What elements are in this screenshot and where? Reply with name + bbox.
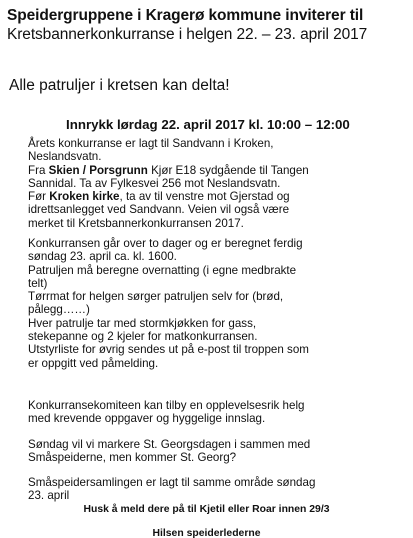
text-line: Konkurransekomiteen kan tilby en opplevelsesrik helg	[28, 399, 305, 412]
text-line: Småspeiderne, men kommer St. Georg?	[28, 451, 237, 465]
subheading: Alle patruljer i kretsen kan delta!	[9, 77, 230, 94]
bold-fragment: Kroken kirke	[49, 190, 120, 204]
header-line-1: Speidergruppene i Kragerø kommune inviterer til	[7, 7, 364, 24]
header-line-2: Kretsbannerkonkurranse i helgen 22. – 23. april 2017	[7, 26, 368, 43]
text-line: Patruljen må beregne overnatting (i egne medbrakte	[28, 263, 297, 277]
text-fragment: Kjør E18 sydgående til Tangen	[147, 163, 309, 177]
closing-greeting: Hilsen speiderlederne	[152, 528, 261, 538]
text-line	[28, 164, 400, 177]
text-line: med krevende oppgaver og hyggelige innslag.	[28, 412, 266, 426]
smaaspeider-section	[28, 476, 400, 503]
directions-section	[28, 137, 400, 230]
signup-reminder: Husk å meld dere på til Kjetil eller Roar innen 29/3	[83, 504, 330, 515]
committee-section	[28, 399, 400, 426]
arrival-time-heading: Innrykk lørdag 22. april 2017 kl. 10:00 – 12:00	[66, 117, 350, 132]
text-line: stekepanne og 2 kjeler for matkonkurransen.	[28, 330, 258, 344]
text-line	[28, 190, 400, 203]
text-line: pålegg……)	[28, 303, 90, 317]
text-line: Utstyrliste for øvrig sendes ut på e-post til troppen som	[28, 343, 309, 357]
text-fragment: , ta av til venstre mot Gjerstad og	[119, 190, 290, 204]
text-line: er oppgitt ved påmelding.	[28, 356, 159, 370]
text-line: Tørrmat for helgen sørger patruljen selv for (brød,	[28, 290, 284, 304]
text-fragment: Før	[28, 190, 50, 204]
practical-info-section	[28, 237, 400, 370]
text-line: Konkurransen går over to dager og er beregnet ferdig	[28, 237, 303, 250]
bold-fragment: Skien / Porsgrunn	[48, 163, 148, 177]
text-line: Søndag vil vi markere St. Georgsdagen i sammen med	[28, 438, 311, 451]
text-line: merket til Kretsbannerkonkurransen 2017.	[28, 216, 244, 230]
text-line: telt)	[28, 276, 48, 290]
text-line: Årets konkurranse er lagt til Sandvann i Kroken,	[28, 137, 274, 150]
text-fragment: Fra	[28, 163, 49, 177]
text-line: idrettsanlegget ved Sandvann. Veien vil også være	[28, 203, 290, 217]
text-line: 23. april	[28, 489, 70, 503]
st-georg-section	[28, 438, 400, 465]
text-line: Hver patrulje tar med stormkjøkken for gass,	[28, 316, 257, 330]
text-line: Neslandsvatn.	[28, 150, 102, 164]
text-line: Sannidal. Ta av Fylkesvei 256 mot Neslandsvatn.	[28, 176, 281, 190]
text-line: søndag 23. april ca. kl. 1600.	[28, 250, 177, 264]
text-line: Småspeidersamlingen er lagt til samme område søndag	[28, 476, 316, 489]
